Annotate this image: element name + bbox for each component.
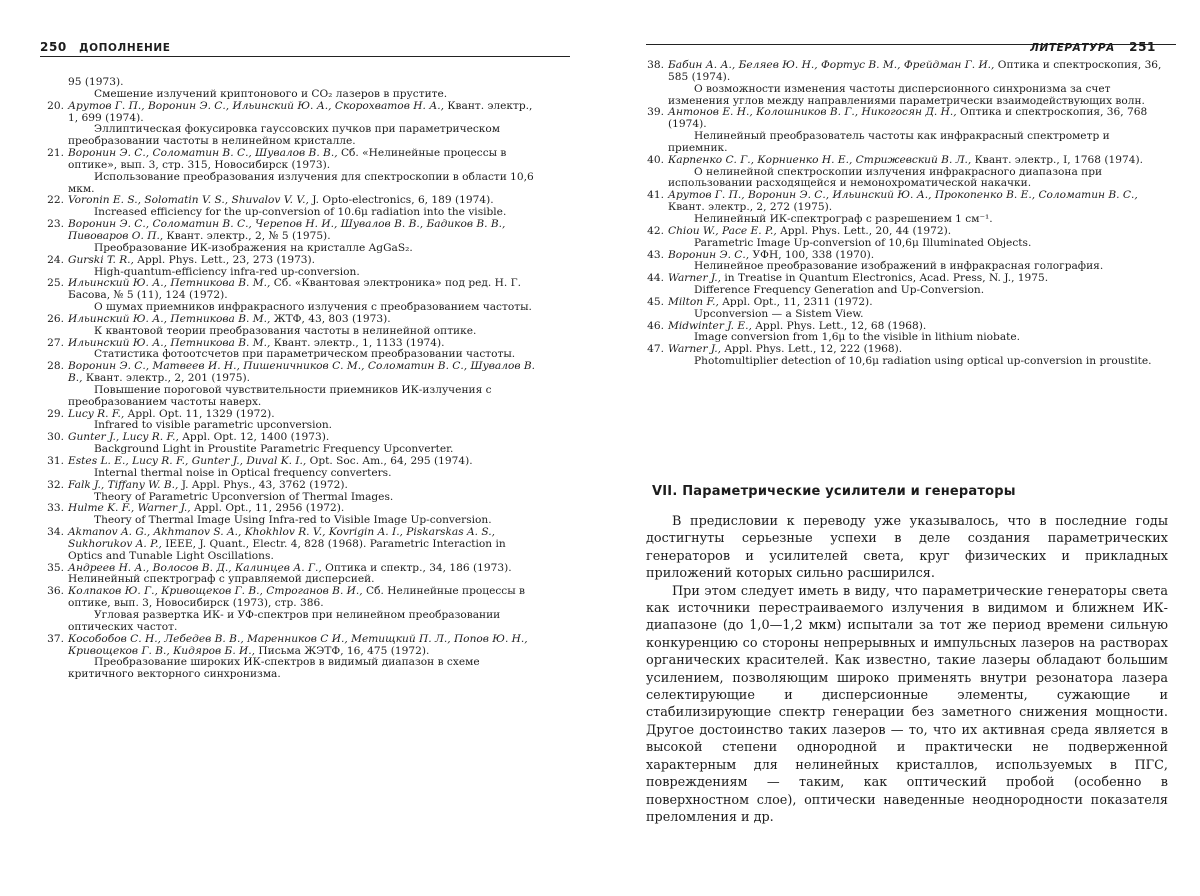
reference-entry <box>46 480 541 504</box>
reference-authors: Hulme K. F., Warner J., <box>68 502 191 515</box>
reference-number: 21. <box>47 147 64 160</box>
reference-source: Сб. «Квантовая электроника» под ред. Н. Г. Басова, № 5 (11), 124 (1972). <box>68 277 521 302</box>
reference-source: Квант. электр., 2, 272 (1975). <box>668 201 833 214</box>
reference-number: 29. <box>47 407 64 420</box>
reference-annotation: High-quantum-efficiency infra-red up-conversion. <box>94 265 360 278</box>
reference-authors: Chiou W., Pace E. P., <box>668 224 777 237</box>
reference-entry <box>46 255 541 279</box>
reference-source: Appl. Phys. Lett., 12, 68 (1968). <box>751 319 927 332</box>
reference-annotation: Повышение пороговой чувствительности приемников ИК-излучения с преобразованием частоты наверх. <box>68 383 492 408</box>
reference-authors: Estes L. E., Lucy R. F., Gunter J., Duval K. I., <box>68 455 307 467</box>
reference-number: 31. <box>47 455 64 467</box>
reference-annotation: Theory of Parametric Upconversion of Thermal Images. <box>94 490 394 503</box>
reference-annotation: Infrared to visible parametric upconversion. <box>94 419 333 432</box>
left-page-number: 250 <box>40 40 67 54</box>
reference-entry <box>46 527 541 563</box>
reference-entry <box>46 503 541 527</box>
reference-source: Письма ЖЭТФ, 16, 475 (1972). <box>255 644 430 657</box>
reference-source: in Treatise in Quantum Electronics, Acad. Press, N. J., 1975. <box>721 272 1049 285</box>
section-heading: VII. Параметрические усилители и генераторы <box>652 484 1016 499</box>
reference-source: Appl. Opt., 11, 2311 (1972). <box>718 295 873 308</box>
reference-entry <box>646 60 1166 107</box>
reference-annotation: Theory of Thermal Image Using Infra-red to Visible Image Up-conversion. <box>94 514 492 527</box>
reference-entry <box>46 195 541 219</box>
reference-number: 30. <box>47 431 64 444</box>
reference-annotation: Photomultiplier detection of 10,6μ radiation using optical up-conversion in proustite. <box>694 355 1152 368</box>
reference-entry <box>646 226 1166 250</box>
reference-authors: Антонов Е. Н., Колошников В. Г., Никогосян Д. Н., <box>668 106 957 119</box>
reference-number: 42. <box>647 224 664 237</box>
reference-number: 39. <box>647 106 664 119</box>
reference-number: 28. <box>47 360 64 373</box>
reference-entry <box>46 634 541 681</box>
reference-source: Сб. «Нелинейные процессы в оптике», вып. 3, стр. 315, Новосибирск (1973). <box>68 147 507 171</box>
reference-entry <box>46 432 541 456</box>
reference-source: Квант. электр., 2, 201 (1975). <box>82 372 250 385</box>
reference-number: 37. <box>47 632 64 645</box>
reference-annotation: Статистика фотоотсчетов при параметрическом преобразовании частоты. <box>94 348 516 361</box>
reference-entry <box>646 344 1166 368</box>
reference-authors: Falk J., Tiffany W. B., <box>68 478 179 491</box>
reference-authors: Колпаков Ю. Г., Кривощеков Г. В., Строганов В. И., <box>68 585 363 598</box>
reference-annotation: Increased efficiency for the up-conversion of 10.6μ radiation into the visible. <box>94 206 507 219</box>
reference-authors: Воронин Э. С., Матвеев И. Н., Пишеничников С. М., Соломатин В. С., Шувалов В. В., <box>68 360 536 385</box>
reference-source: Квант. электр., 1, 1133 (1974). <box>270 336 445 349</box>
reference-annotation: Преобразование широких ИК-спектров в видимый диапазон в схеме критичного векторного синхронизма. <box>68 656 480 681</box>
reference-number: 45. <box>647 295 664 308</box>
reference-number: 46. <box>647 319 664 332</box>
reference-source: Appl. Opt. 11, 1329 (1972). <box>124 407 275 420</box>
reference-authors: Milton F., <box>668 295 719 308</box>
reference-authors: Akmanov A. G., Akhmanov S. A., Khokhlov R. V., Kovrigin A. I., Piskarskas A. S., Sukhorukov A. P., <box>68 526 496 550</box>
reference-annotation: О возможности изменения частоты дисперсионного синхронизма за счет изменения углов между направлениями параметрически взаимодействующих волн. <box>668 82 1145 107</box>
reference-number: 22. <box>47 194 64 207</box>
right-page-number: 251 <box>1129 40 1156 54</box>
right-running-head: ЛИТЕРАТУРА <box>1030 42 1115 54</box>
reference-source: Квант. электр., 2, № 5 (1975). <box>163 229 331 242</box>
reference-source: Appl. Phys. Lett., 12, 222 (1968). <box>721 343 903 356</box>
reference-source: ЖТФ, 43, 803 (1973). <box>270 312 391 325</box>
reference-annotation: Background Light in Proustite Parametric Frequency Upconverter. <box>94 443 454 456</box>
reference-number: 33. <box>47 502 64 515</box>
reference-number: 38. <box>647 59 664 71</box>
reference-source: УФН, 100, 338 (1970). <box>749 248 875 261</box>
left-running-head: ДОПОЛНЕНИЕ <box>79 42 171 54</box>
reference-authors: Ильинский Ю. А., Петникова В. М., <box>68 312 271 325</box>
body-paragraph-1: В предисловии к переводу уже указывалось, что в последние годы достигнуты серьезные успехи в деле создания параметрических генераторов и усилителей света, круг физических и прикладных приложений которых сильно расширился. <box>646 514 1168 582</box>
reference-entry <box>646 297 1166 321</box>
reference-annotation: Difference Frequency Generation and Up-Conversion. <box>694 284 985 297</box>
right-page-header <box>1030 40 1156 54</box>
reference-number: 40. <box>647 153 664 166</box>
reference-entry <box>646 107 1166 154</box>
reference-annotation: Parametric Image Up-conversion of 10,6μ Illuminated Objects. <box>694 236 1032 249</box>
reference-authors: Midwinter J. E., <box>668 319 752 332</box>
reference-number: 32. <box>47 478 64 491</box>
reference-entry <box>46 148 541 195</box>
reference-authors: Ильинский Ю. А., Петникова В. М., <box>68 336 271 349</box>
right-page <box>600 0 1200 896</box>
reference-annotation: Image conversion from 1,6μ to the visible in lithium niobate. <box>694 331 1021 344</box>
reference-number: 47. <box>647 343 664 356</box>
reference-authors: Андреев Н. А., Волосов В. Д., Калинцев А. Г., <box>68 561 322 574</box>
reference-source: Appl. Opt., 11, 2956 (1972). <box>190 502 345 515</box>
reference-annotation: Угловая развертка ИК- и УФ-спектров при нелинейном преобразовании оптических частот. <box>68 608 501 633</box>
reference-annotation: Использование преобразования излучения для спектроскопии в области 10,6 мкм. <box>68 170 534 195</box>
reference-source: Appl. Phys. Lett., 23, 273 (1973). <box>133 253 316 266</box>
reference-number: 44. <box>647 272 664 285</box>
reference-authors: Кособобов С. Н., Лебедев В. В., Маренников С И., Метищкий П. Л., Попов Ю. Н., Кривощеков Г. В., Кидяров Б. И., <box>68 632 528 657</box>
reference-authors: Warner J., <box>668 343 722 356</box>
section-body <box>646 513 1168 826</box>
reference-number: 35. <box>47 561 64 574</box>
reference-entry <box>46 563 541 587</box>
reference-authors: Арутов Г. П., Воронин Э. С., Ильинский Ю. А., Прокопенко В. Е., Соломатин В. С., <box>668 189 1138 202</box>
right-header-rule <box>646 44 1176 45</box>
reference-annotation: Нелинейный преобразователь частоты как инфракрасный спектрометр и приемник. <box>668 130 1110 154</box>
reference-annotation: К квантовой теории преобразования частоты в нелинейной оптике. <box>94 324 477 337</box>
reference-authors: Воронин Э. С., Соломатин В. С., Черепов Н. И., Шувалов В. В., Бадиков В. В., Пивоваров О. П., <box>68 218 506 242</box>
reference-entry <box>46 586 541 633</box>
reference-entry <box>46 219 541 255</box>
reference-source: Appl. Opt. 12, 1400 (1973). <box>178 431 330 444</box>
reference-entry <box>46 278 541 314</box>
reference-entry <box>646 321 1166 345</box>
reference-source: Оптика и спектроскопия, 36, 768 (1974). <box>668 106 1148 131</box>
reference-annotation: Эллиптическая фокусировка гауссовских пучков при параметрическом преобразовании частоты в нелинейном кристалле. <box>68 123 501 148</box>
reference-source: J. Opto-electronics, 6, 189 (1974). <box>308 194 494 207</box>
reference-annotation: Нелинейное преобразование изображений в инфракрасная голография. <box>694 260 1104 273</box>
reference-number: 34. <box>47 526 64 539</box>
reference-entry <box>46 314 541 338</box>
left-page-header <box>40 40 171 54</box>
reference-authors: Воронин Э. С., Соломатин В. С., Шувалов В. В., <box>68 147 338 160</box>
reference-annotation: О шумах приемников инфракрасного излучения с преобразованием частоты. <box>94 301 532 314</box>
reference-annotation: О нелинейной спектроскопии излучения инфракрасного диапазона при использовании расходящейся и немонохроматической накачки. <box>668 165 1103 190</box>
reference-entry <box>646 250 1166 274</box>
lead-in-continuation <box>46 77 541 101</box>
reference-number: 26. <box>47 312 64 325</box>
reference-authors: Lucy R. F., <box>68 407 125 420</box>
reference-source: Сб. Нелинейные процессы в оптике, вып. 3, Новосибирск (1973), стр. 386. <box>68 585 525 610</box>
reference-entry <box>46 361 541 408</box>
lead-in-annotation: Смешение излучений криптонового и CO₂ лазеров в прустите. <box>94 87 448 100</box>
reference-authors: Gurski T. R., <box>68 253 134 266</box>
reference-source: Appl. Phys. Lett., 20, 44 (1972). <box>776 224 952 237</box>
reference-authors: Voronin E. S., Solomatin V. S., Shuvalov V. V., <box>68 194 309 207</box>
reference-entry <box>646 155 1166 191</box>
reference-source: Квант. электр., 1, 699 (1974). <box>68 99 533 124</box>
reference-number: 41. <box>647 189 664 202</box>
reference-entry <box>646 273 1166 297</box>
reference-source: IEEE, J. Quant., Electr. 4, 828 (1968). Parametric Interaction in Optics and Tunable Light Oscillations. <box>68 537 506 562</box>
reference-authors: Gunter J., Lucy R. F., <box>68 431 179 444</box>
reference-annotation: Преобразование ИК-изображения на кристалле AgGaS₂. <box>94 241 413 254</box>
reference-authors: Воронин Э. С., <box>668 248 750 261</box>
reference-number: 23. <box>47 218 64 231</box>
reference-entry <box>46 101 541 148</box>
reference-number: 27. <box>47 336 64 349</box>
reference-authors: Арутов Г. П., Воронин Э. С., Ильинский Ю. А., Скороxватов Н. А., <box>68 99 444 112</box>
reference-source: Opt. Soc. Am., 64, 295 (1974). <box>306 455 473 467</box>
reference-authors: Бабин А. А., Беляев Ю. Н., Фортус В. М., Фрейдман Г. И., <box>668 59 995 71</box>
reference-source: Квант. электр., I, 1768 (1974). <box>971 153 1143 166</box>
body-paragraph-2: При этом следует иметь в виду, что параметрические генераторы света как источники перестраиваемого излучения в видимом и ближнем ИК-диапазоне (до 1,0—1,2 мкм) испытали за тот же период времени сильную конкуренцию со стороны непрерывных и импульсных лазеров на растворах органических красителей. Как известно, такие лазеры обладают большим усилением, позволяющим широко применять внутри резонатора лазера селектирующие и дисперсионные элементы, сужающие и стабилизирующие спектр генерации без заметного снижения мощности. Другое достоинство таких лазеров — то, что их активная среда является в высокой степени однородной и практически не подверженной характерным для нелинейных кристаллов, используемых в ПГС, повреждениям — таким, как оптический пробой (особенно в поверхностном слое), оптически наведенные неоднородности показателя преломления и др. <box>646 583 1168 825</box>
reference-entry <box>46 338 541 362</box>
reference-authors: Warner J., <box>668 272 722 285</box>
left-reference-list <box>46 77 541 681</box>
reference-number: 36. <box>47 585 64 598</box>
reference-number: 25. <box>47 277 64 290</box>
reference-entry <box>46 409 541 433</box>
reference-source: Оптика и спектроскопия, 36, 585 (1974). <box>668 59 1162 83</box>
reference-annotation: Upconversion — a Sistem View. <box>694 307 864 320</box>
reference-entry <box>646 190 1166 226</box>
reference-authors: Карпенко С. Г., Корниенко Н. Е., Стрижевский В. Л., <box>668 153 972 166</box>
reference-source: J. Appl. Phys., 43, 3762 (1972). <box>178 478 348 491</box>
reference-authors: Ильинский Ю. А., Петникова В. М., <box>68 277 271 290</box>
reference-source: Оптика и спектр., 34, 186 (1973). Нелинейный спектрограф с управляемой дисперсией. <box>68 561 512 586</box>
reference-number: 24. <box>47 253 64 266</box>
left-header-rule <box>40 56 570 57</box>
reference-number: 20. <box>47 99 64 112</box>
lead-in-text: 95 (1973). <box>68 76 124 88</box>
reference-entry <box>46 456 541 480</box>
reference-annotation: Нелинейный ИК-спектрограф с разрешением 1 см⁻¹. <box>694 212 993 225</box>
reference-number: 43. <box>647 248 664 261</box>
reference-annotation: Internal thermal noise in Optical frequency converters. <box>94 466 392 479</box>
right-reference-list <box>646 60 1166 368</box>
